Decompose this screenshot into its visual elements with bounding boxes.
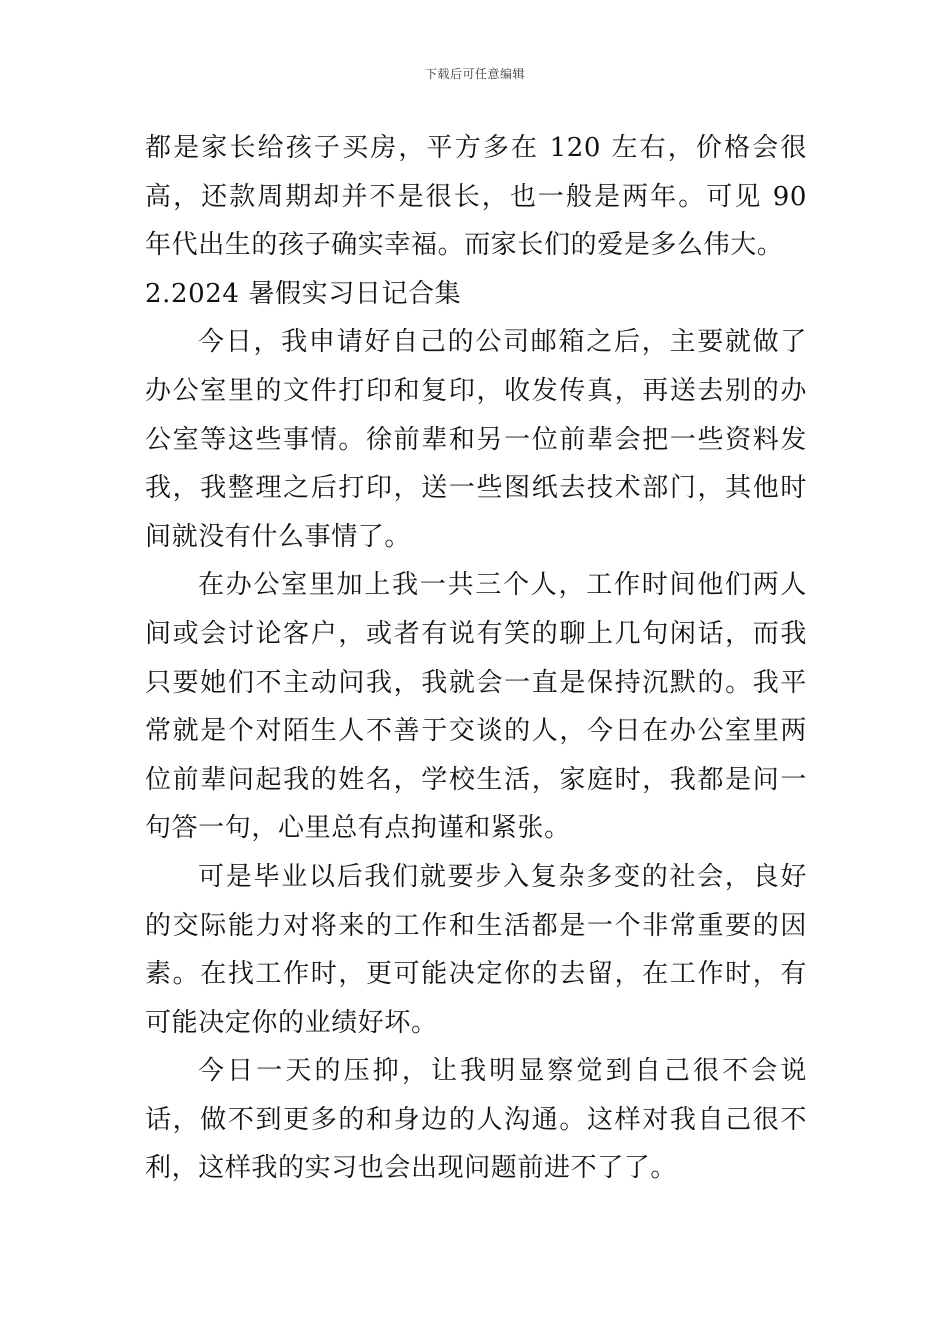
paragraph-5: 今日一天的压抑，让我明显察觉到自己很不会说话，做不到更多的和身边的人沟通。这样对我自己很不利，这样我的实习也会出现问题前进不了了。 (145, 1056, 807, 1184)
paragraph-2: 今日，我申请好自己的公司邮箱之后，主要就做了办公室里的文件打印和复印，收发传真，再送去别的办公室等这些事情。徐前辈和另一位前辈会把一些资料发我，我整理之后打印，送一些图纸去技术部门，其他时间就没有什么事情了。 (145, 327, 807, 552)
paragraph-1: 都是家长给孩子买房，平方多在 120 左右，价格会很高，还款周期却并不是很长，也一般是两年。可见 90 年代出生的孩子确实幸福。而家长们的爱是多么伟大。 (145, 133, 807, 261)
paragraph-4: 可是毕业以后我们就要步入复杂多变的社会，良好的交际能力对将来的工作和生活都是一个非常重要的因素。在找工作时，更可能决定你的去留，在工作时，有可能决定你的业绩好坏。 (145, 861, 807, 1038)
document-body (145, 124, 807, 1193)
section-heading: 2.2024 暑假实习日记合集 (145, 278, 462, 309)
paragraph-3: 在办公室里加上我一共三个人，工作时间他们两人间或会讨论客户，或者有说有笑的聊上几句闲话，而我只要她们不主动问我，我就会一直是保持沉默的。我平常就是个对陌生人不善于交谈的人，今日在办公室里两位前辈问起我的姓名，学校生活，家庭时，我都是问一句答一句，心里总有点拘谨和紧张。 (145, 570, 807, 844)
page-header: 下载后可任意编辑 (424, 67, 525, 81)
